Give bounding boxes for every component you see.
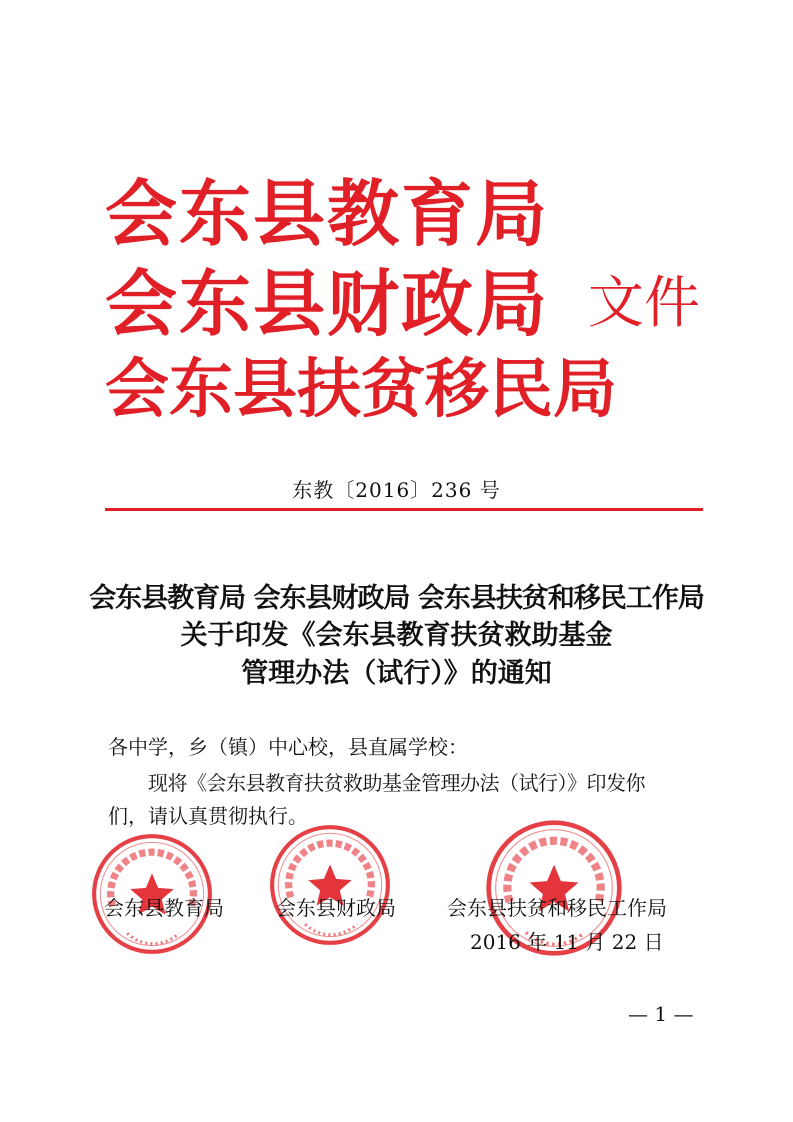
header-line-education-bureau: 会东县教育局 [105,172,550,256]
document-title-line-3: 管理办法（试行）》的通知 [241,658,552,689]
issuer-poverty-bureau: 会东县扶贫和移民工作局 [447,896,667,920]
header-suffix-wenjian: 文件 [588,271,700,336]
body-paragraph-line-1: 现将《会东县教育扶贫救助基金管理办法（试行）》印发你 [148,771,645,795]
issuer-finance-bureau: 会东县财政局 [276,896,396,920]
page-number: — 1 — [628,1002,694,1026]
education-bureau-seal-icon [90,832,214,956]
header-line-finance-bureau: 会东县财政局 [105,262,550,346]
header-line-poverty-bureau: 会东县扶贫移民局 [105,353,617,427]
document-title-line-2: 关于印发《会东县教育扶贫救助基金 [180,620,613,651]
body-paragraph-line-2: 们，请认真贯彻执行。 [108,804,308,828]
salutation: 各中学，乡（镇）中心校，县直属学校： [108,735,468,759]
issue-date: 2016 年 11 月 22 日 [470,930,664,954]
finance-bureau-seal-icon [268,823,392,947]
document-number: 东教〔2016〕236 号 [292,478,501,502]
issuer-education-bureau: 会东县教育局 [104,896,224,920]
document-title-line-1: 会东县教育局 会东县财政局 会东县扶贫和移民工作局 [89,583,704,614]
red-divider-line [105,508,703,511]
